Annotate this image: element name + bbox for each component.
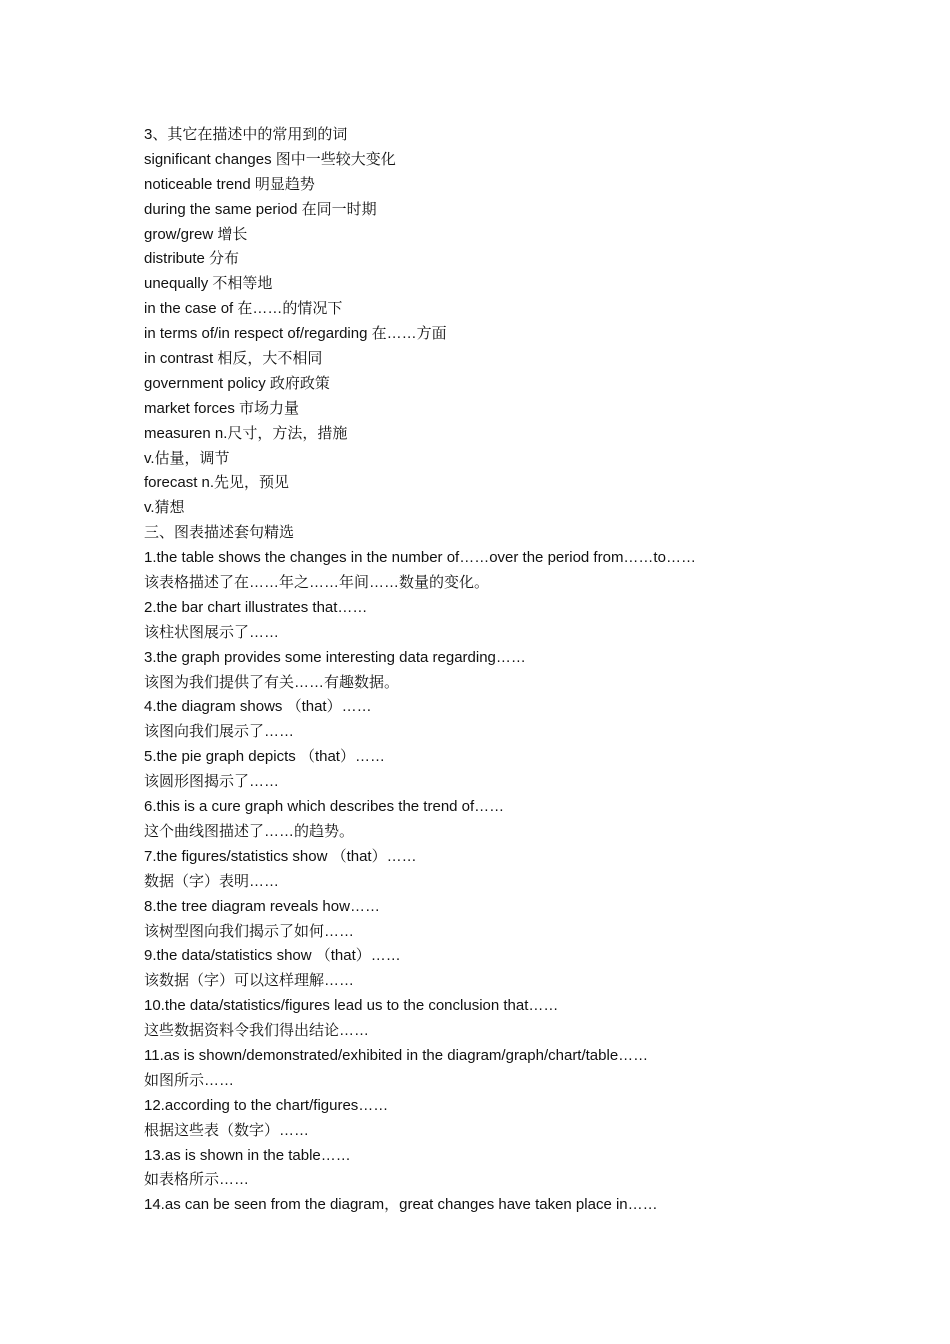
vocab-line: v.估量，调节 bbox=[144, 449, 230, 467]
vocab-line: distribute 分布 bbox=[144, 250, 240, 268]
pattern-english: 10.the data/statistics/figures lead us to the conclusion that…… bbox=[144, 997, 559, 1015]
vocab-line: v.猜想 bbox=[144, 499, 185, 517]
pattern-chinese: 这些数据资料令我们得出结论…… bbox=[144, 1022, 370, 1040]
pattern-english: 8.the tree diagram reveals how…… bbox=[144, 897, 380, 915]
vocab-line: unequally 不相等地 bbox=[144, 275, 273, 293]
vocab-line: forecast n.先见，预见 bbox=[144, 474, 290, 492]
pattern-english: 3.the graph provides some interesting data regarding…… bbox=[144, 648, 526, 666]
pattern-chinese: 该柱状图展示了…… bbox=[144, 623, 280, 641]
vocab-line: grow/grew 增长 bbox=[144, 225, 248, 243]
section-heading-sentence-patterns: 三、图表描述套句精选 bbox=[144, 524, 295, 542]
pattern-chinese: 如图所示…… bbox=[144, 1071, 235, 1089]
vocab-line: in contrast 相反，大不相同 bbox=[144, 350, 323, 368]
pattern-english: 1.the table shows the changes in the number of……over the period from……to…… bbox=[144, 549, 696, 567]
vocab-line: significant changes 图中一些较大变化 bbox=[144, 150, 396, 168]
pattern-english: 5.the pie graph depicts （that）…… bbox=[144, 748, 385, 766]
pattern-chinese: 如表格所示…… bbox=[144, 1171, 250, 1189]
pattern-chinese: 数据（字）表明…… bbox=[144, 872, 280, 890]
pattern-english: 13.as is shown in the table…… bbox=[144, 1146, 351, 1164]
pattern-english: 11.as is shown/demonstrated/exhibited in the diagram/graph/chart/table…… bbox=[144, 1046, 649, 1064]
pattern-english: 4.the diagram shows （that）…… bbox=[144, 698, 372, 716]
pattern-english: 2.the bar chart illustrates that…… bbox=[144, 598, 368, 616]
pattern-chinese: 该数据（字）可以这样理解…… bbox=[144, 972, 355, 990]
vocab-line: market forces 市场力量 bbox=[144, 399, 300, 417]
pattern-english: 14.as can be seen from the diagram，great changes have taken place in…… bbox=[144, 1196, 658, 1214]
pattern-chinese: 该树型图向我们揭示了如何…… bbox=[144, 922, 355, 940]
section-heading-common-words: 3、其它在描述中的常用到的词 bbox=[144, 126, 348, 143]
pattern-english: 6.this is a cure graph which describes the trend of…… bbox=[144, 798, 505, 816]
pattern-english: 7.the figures/statistics show （that）…… bbox=[144, 847, 417, 865]
vocab-line: noticeable trend 明显趋势 bbox=[144, 175, 315, 193]
pattern-chinese: 根据这些表（数字）…… bbox=[144, 1121, 310, 1139]
pattern-chinese: 该表格描述了在……年之……年间……数量的变化。 bbox=[144, 574, 490, 592]
pattern-chinese: 该图为我们提供了有关……有趣数据。 bbox=[144, 673, 400, 691]
vocab-line: in the case of 在……的情况下 bbox=[144, 300, 343, 318]
vocab-line: during the same period 在同一时期 bbox=[144, 200, 377, 218]
pattern-english: 9.the data/statistics show （that）…… bbox=[144, 947, 401, 965]
pattern-chinese: 该圆形图揭示了…… bbox=[144, 773, 280, 791]
pattern-english: 12.according to the chart/figures…… bbox=[144, 1096, 389, 1114]
pattern-chinese: 该图向我们展示了…… bbox=[144, 723, 295, 741]
vocab-line: in terms of/in respect of/regarding 在……方面 bbox=[144, 325, 447, 343]
document-body bbox=[144, 123, 844, 1218]
vocab-line: measuren n.尺寸，方法，措施 bbox=[144, 424, 348, 442]
pattern-chinese: 这个曲线图描述了……的趋势。 bbox=[144, 822, 355, 840]
vocab-line: government policy 政府政策 bbox=[144, 374, 330, 392]
